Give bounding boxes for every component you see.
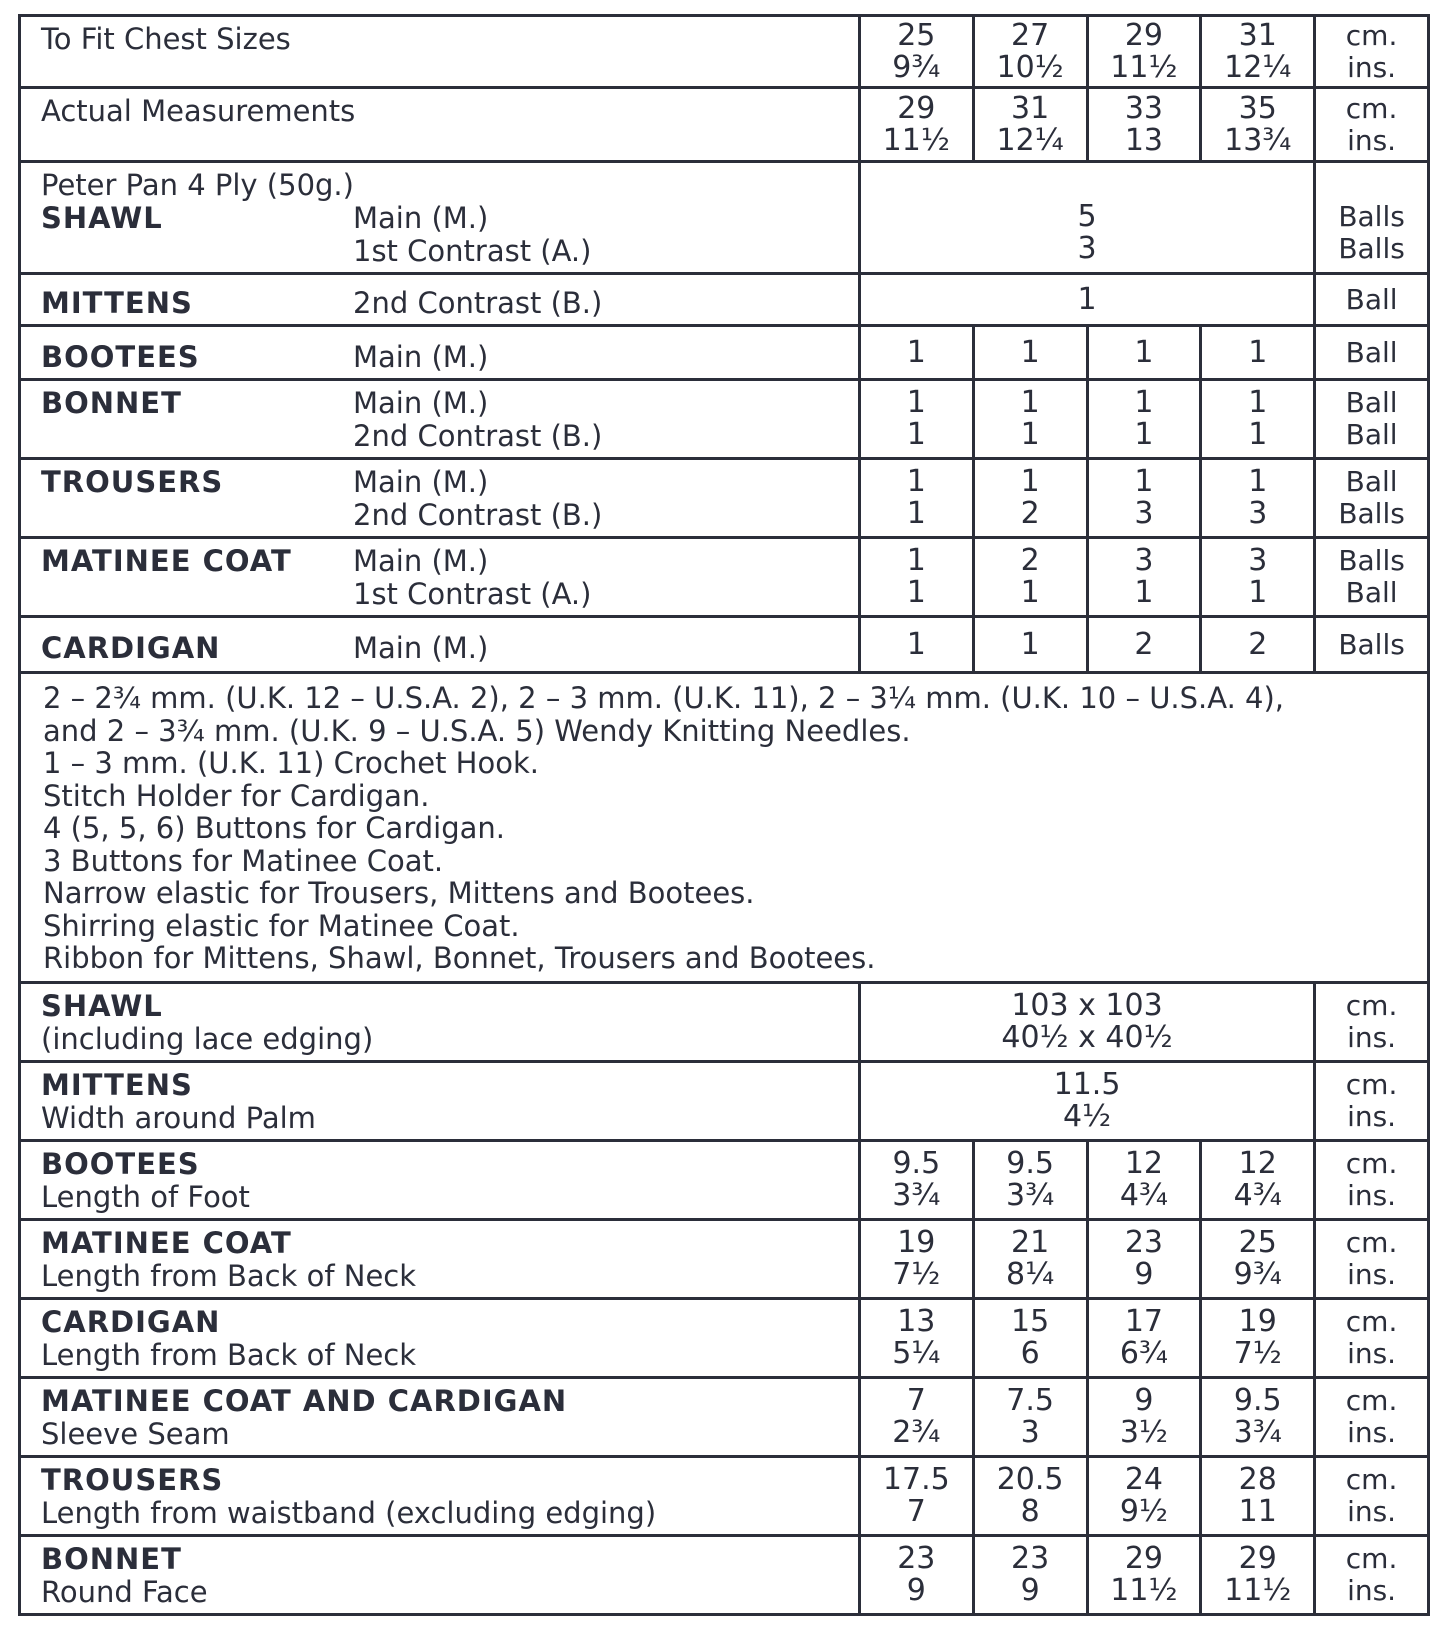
yarn-amount-cell: 3 1 xyxy=(1201,538,1315,617)
measure-value-cell: 7.5 3 xyxy=(973,1377,1087,1456)
materials-notes xyxy=(20,673,1429,983)
measure-description: Round Face xyxy=(41,1574,208,1609)
table-row xyxy=(20,1061,1429,1140)
unit-cell: Balls xyxy=(1315,617,1429,673)
yarn-amount-cell: 1 xyxy=(1087,326,1201,380)
measure-value-cell: 24 9½ xyxy=(1087,1456,1201,1535)
chest-size-cell: 31 12¼ xyxy=(1201,16,1315,88)
table-row xyxy=(20,1140,1429,1219)
unit-cell: cm. ins. xyxy=(1315,1298,1429,1377)
colour-label: Main (M.) xyxy=(353,465,489,499)
unit-cell: cm. ins. xyxy=(1315,1535,1429,1614)
measure-value-cell: 17.5 7 xyxy=(859,1456,973,1535)
colour-label: 2nd Contrast (B.) xyxy=(353,419,603,453)
yarn-amount-cell: 2 1 xyxy=(973,538,1087,617)
yarn-amount-cell: 1 xyxy=(973,617,1087,673)
yarn-amount-cell: 1 3 xyxy=(1201,459,1315,538)
yarn-amount-cell: 1 xyxy=(859,274,1314,326)
yarn-amount-cell: 1 1 xyxy=(859,380,973,459)
unit-cell: cm. ins. xyxy=(1315,1377,1429,1456)
measure-description: Length from waistband (excluding edging) xyxy=(41,1495,657,1530)
measure-value-cell: 12 4¾ xyxy=(1087,1140,1201,1219)
measure-value-cell: 103 x 103 40½ x 40½ xyxy=(859,982,1314,1061)
garment-name: TROUSERS xyxy=(41,465,224,499)
note-line: 2 – 2¾ mm. (U.K. 12 – U.S.A. 2), 2 – 3 mm. (U.K. 11), 2 – 3¼ mm. (U.K. 10 – U.S.A. 4), xyxy=(43,681,1285,715)
yarn-amount-cell: 1 3 xyxy=(1087,459,1201,538)
measure-value-cell: 21 8¼ xyxy=(973,1219,1087,1298)
colour-label: Main (M.) xyxy=(353,386,489,420)
table-row xyxy=(20,673,1429,983)
measure-value-cell: 9.5 3¾ xyxy=(1201,1377,1315,1456)
chest-size-cell: 29 11½ xyxy=(1087,16,1201,88)
measure-value-cell: 17 6¾ xyxy=(1087,1298,1201,1377)
chest-size-cell: 27 10½ xyxy=(973,16,1087,88)
garment-name: MATINEE COAT AND CARDIGAN xyxy=(41,1383,568,1418)
colour-label: 2nd Contrast (B.) xyxy=(353,498,603,532)
measure-value-cell: 28 11 xyxy=(1201,1456,1315,1535)
measure-sleeve-seam-label xyxy=(20,1377,860,1456)
note-line: and 2 – 3¾ mm. (U.K. 9 – U.S.A. 5) Wendy Knitting Needles. xyxy=(43,713,911,748)
unit-cell: cm. ins. xyxy=(1315,1140,1429,1219)
yarn-bonnet-label xyxy=(20,380,860,459)
yarn-amount-cell: 1 xyxy=(1201,326,1315,380)
measure-cardigan-label xyxy=(20,1298,860,1377)
table-row xyxy=(20,88,1429,162)
note-line: Stitch Holder for Cardigan. xyxy=(43,778,430,813)
measure-value-cell: 25 9¾ xyxy=(1201,1219,1315,1298)
table-row xyxy=(20,162,1429,274)
yarn-amount-cell: 1 xyxy=(973,326,1087,380)
yarn-title: Peter Pan 4 Ply (50g.) xyxy=(41,168,354,202)
yarn-amount-cell: 2 xyxy=(1201,617,1315,673)
measure-description: Length of Foot xyxy=(41,1179,250,1214)
garment-name: MATINEE COAT xyxy=(41,544,292,578)
garment-name: BOOTEES xyxy=(41,1146,200,1181)
unit-cell: cm. ins. xyxy=(1315,16,1429,88)
yarn-shawl-label xyxy=(20,162,860,274)
note-line: 4 (5, 5, 6) Buttons for Cardigan. xyxy=(43,811,505,845)
unit-cell: Ball xyxy=(1315,326,1429,380)
chest-size-cell: 25 9¾ xyxy=(859,16,973,88)
measure-description: Width around Palm xyxy=(41,1100,316,1135)
measure-value-cell: 20.5 8 xyxy=(973,1456,1087,1535)
yarn-amount-cell: 1 1 xyxy=(1087,380,1201,459)
measure-value-cell: 23 9 xyxy=(859,1535,973,1614)
table-row xyxy=(20,617,1429,673)
garment-name: CARDIGAN xyxy=(41,631,221,665)
measure-value-cell: 9 3½ xyxy=(1087,1377,1201,1456)
colour-label: 2nd Contrast (B.) xyxy=(353,286,603,320)
table-row xyxy=(20,1377,1429,1456)
measure-mittens-label xyxy=(20,1061,860,1140)
measure-description: Length from Back of Neck xyxy=(41,1258,417,1293)
measure-shawl-label xyxy=(20,982,860,1061)
garment-name: CARDIGAN xyxy=(41,1304,221,1339)
table-row xyxy=(20,380,1429,459)
table-row xyxy=(20,326,1429,380)
unit-cell: Ball xyxy=(1315,274,1429,326)
yarn-matinee-coat-label xyxy=(20,538,860,617)
measure-value-cell: 23 9 xyxy=(1087,1219,1201,1298)
unit-cell: cm. ins. xyxy=(1315,982,1429,1061)
measure-bootees-label xyxy=(20,1140,860,1219)
measure-value-cell: 15 6 xyxy=(973,1298,1087,1377)
measure-description: Length from Back of Neck xyxy=(41,1337,417,1372)
actual-measurement-cell: 31 12¼ xyxy=(973,88,1087,162)
unit-cell: Ball Balls xyxy=(1315,459,1429,538)
unit-cell: cm. ins. xyxy=(1315,1219,1429,1298)
garment-name: BONNET xyxy=(41,1541,182,1576)
actual-measurements-label: Actual Measurements xyxy=(20,88,860,162)
yarn-bootees-label xyxy=(20,326,860,380)
measure-value-cell: 19 7½ xyxy=(859,1219,973,1298)
colour-label: Main (M.) xyxy=(353,340,489,374)
garment-name: SHAWL xyxy=(41,988,163,1023)
measure-value-cell: 29 11½ xyxy=(1201,1535,1315,1614)
garment-name: BOOTEES xyxy=(41,340,200,374)
garment-name: TROUSERS xyxy=(41,1462,224,1497)
yarn-amount-cell: 1 xyxy=(859,326,973,380)
yarn-amount-cell: 1 1 xyxy=(973,380,1087,459)
measure-value-cell: 11.5 4½ xyxy=(859,1061,1314,1140)
yarn-mittens-label xyxy=(20,274,860,326)
yarn-amount-cell: 2 xyxy=(1087,617,1201,673)
measure-value-cell: 29 11½ xyxy=(1087,1535,1201,1614)
pattern-size-table xyxy=(18,14,1430,1616)
chest-sizes-label: To Fit Chest Sizes xyxy=(20,16,860,88)
garment-name: SHAWL xyxy=(41,201,163,235)
yarn-amount-cell: 1 1 xyxy=(859,459,973,538)
table-row xyxy=(20,274,1429,326)
measure-trousers-label xyxy=(20,1456,860,1535)
note-line: Narrow elastic for Trousers, Mittens and Bootees. xyxy=(43,876,755,910)
colour-label: Main (M.) xyxy=(353,544,489,578)
unit-cell: cm. ins. xyxy=(1315,1061,1429,1140)
table-row xyxy=(20,1535,1429,1614)
garment-name: MATINEE COAT xyxy=(41,1225,292,1260)
yarn-amount-cell: 5 3 xyxy=(859,162,1314,274)
note-line: 1 – 3 mm. (U.K. 11) Crochet Hook. xyxy=(43,746,539,780)
table-row xyxy=(20,1456,1429,1535)
unit-cell: Ball Ball xyxy=(1315,380,1429,459)
measure-value-cell: 19 7½ xyxy=(1201,1298,1315,1377)
measure-value-cell: 9.5 3¾ xyxy=(973,1140,1087,1219)
yarn-cardigan-label xyxy=(20,617,860,673)
measure-value-cell: 12 4¾ xyxy=(1201,1140,1315,1219)
colour-label: Main (M.) xyxy=(353,201,489,235)
table-row xyxy=(20,1298,1429,1377)
measure-bonnet-label xyxy=(20,1535,860,1614)
measure-value-cell: 23 9 xyxy=(973,1535,1087,1614)
yarn-amount-cell: 1 2 xyxy=(973,459,1087,538)
measure-value-cell: 7 2¾ xyxy=(859,1377,973,1456)
table-row xyxy=(20,1219,1429,1298)
actual-measurement-cell: 35 13¾ xyxy=(1201,88,1315,162)
yarn-amount-cell: 1 1 xyxy=(1201,380,1315,459)
colour-label: 1st Contrast (A.) xyxy=(353,577,592,611)
garment-name: MITTENS xyxy=(41,1067,193,1102)
unit-cell: Balls Balls xyxy=(1315,162,1429,274)
actual-measurement-cell: 33 13 xyxy=(1087,88,1201,162)
table-row xyxy=(20,459,1429,538)
measure-description: (including lace edging) xyxy=(41,1021,374,1056)
measure-value-cell: 13 5¼ xyxy=(859,1298,973,1377)
table-row xyxy=(20,982,1429,1061)
yarn-amount-cell: 1 1 xyxy=(859,538,973,617)
note-line: 3 Buttons for Matinee Coat. xyxy=(43,843,444,878)
table-row xyxy=(20,16,1429,88)
note-line: Shirring elastic for Matinee Coat. xyxy=(43,908,520,943)
yarn-amount-cell: 3 1 xyxy=(1087,538,1201,617)
garment-name: BONNET xyxy=(41,386,182,420)
actual-measurement-cell: 29 11½ xyxy=(859,88,973,162)
colour-label: 1st Contrast (A.) xyxy=(353,234,592,268)
garment-name: MITTENS xyxy=(41,286,193,320)
colour-label: Main (M.) xyxy=(353,631,489,665)
table-row xyxy=(20,538,1429,617)
measure-description: Sleeve Seam xyxy=(41,1416,230,1451)
yarn-trousers-label xyxy=(20,459,860,538)
unit-cell: cm. ins. xyxy=(1315,1456,1429,1535)
yarn-amount-cell: 1 xyxy=(859,617,973,673)
unit-cell: Balls Ball xyxy=(1315,538,1429,617)
note-line: Ribbon for Mittens, Shawl, Bonnet, Trousers and Bootees. xyxy=(43,941,876,975)
measure-matinee-coat-label xyxy=(20,1219,860,1298)
measure-value-cell: 9.5 3¾ xyxy=(859,1140,973,1219)
unit-cell: cm. ins. xyxy=(1315,88,1429,162)
